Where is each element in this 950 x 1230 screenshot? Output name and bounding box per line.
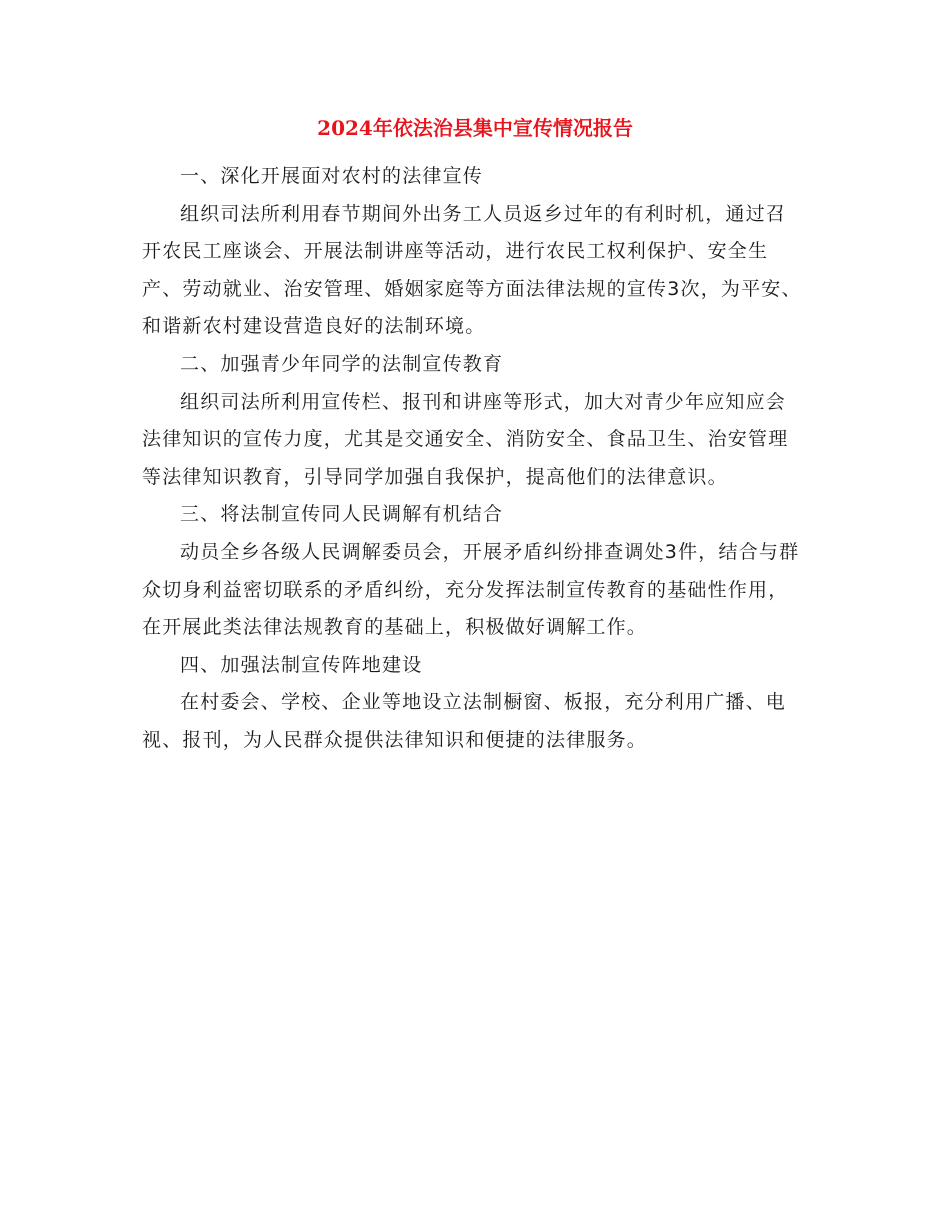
document-title: 2024年依法治县集中宣传情况报告 bbox=[317, 116, 633, 140]
section-heading-4: 四、加强法制宣传阵地建设 bbox=[180, 653, 423, 676]
section-heading-2: 二、加强青少年同学的法制宣传教育 bbox=[180, 352, 504, 375]
section-heading-3: 三、将法制宣传同人民调解有机结合 bbox=[180, 503, 504, 526]
section-paragraph-2: 组织司法所利用宣传栏、报刊和讲座等形式，加大对青少年应知应会法律知识的宣传力度，尤其是交通安全、消防安全、食品卫生、治安管理等法律知识教育，引导同学加强自我保护，提高他们的法律意识。 bbox=[142, 390, 789, 488]
section-paragraph-1: 组织司法所利用春节期间外出务工人员返乡过年的有利时机，通过召开农民工座谈会、开展法制讲座等活动，进行农民工权利保护、安全生产、劳动就业、治安管理、婚姻家庭等方面法律法规的宣传3次，为平安、和谐新农村建设营造良好的法制环境。 bbox=[142, 202, 802, 338]
section-paragraph-3: 动员全乡各级人民调解委员会，开展矛盾纠纷排查调处3件，结合与群众切身利益密切联系的矛盾纠纷，充分发挥法制宣传教育的基础性作用，在开展此类法律法规教育的基础上，积极做好调解工作。 bbox=[142, 540, 800, 639]
section-paragraph-4: 在村委会、学校、企业等地设立法制橱窗、板报，充分利用广播、电视、报刊，为人民群众提供法律知识和便捷的法律服务。 bbox=[142, 691, 787, 751]
document-body bbox=[142, 158, 806, 760]
section-heading-1: 一、深化开展面对农村的法律宣传 bbox=[180, 165, 484, 187]
